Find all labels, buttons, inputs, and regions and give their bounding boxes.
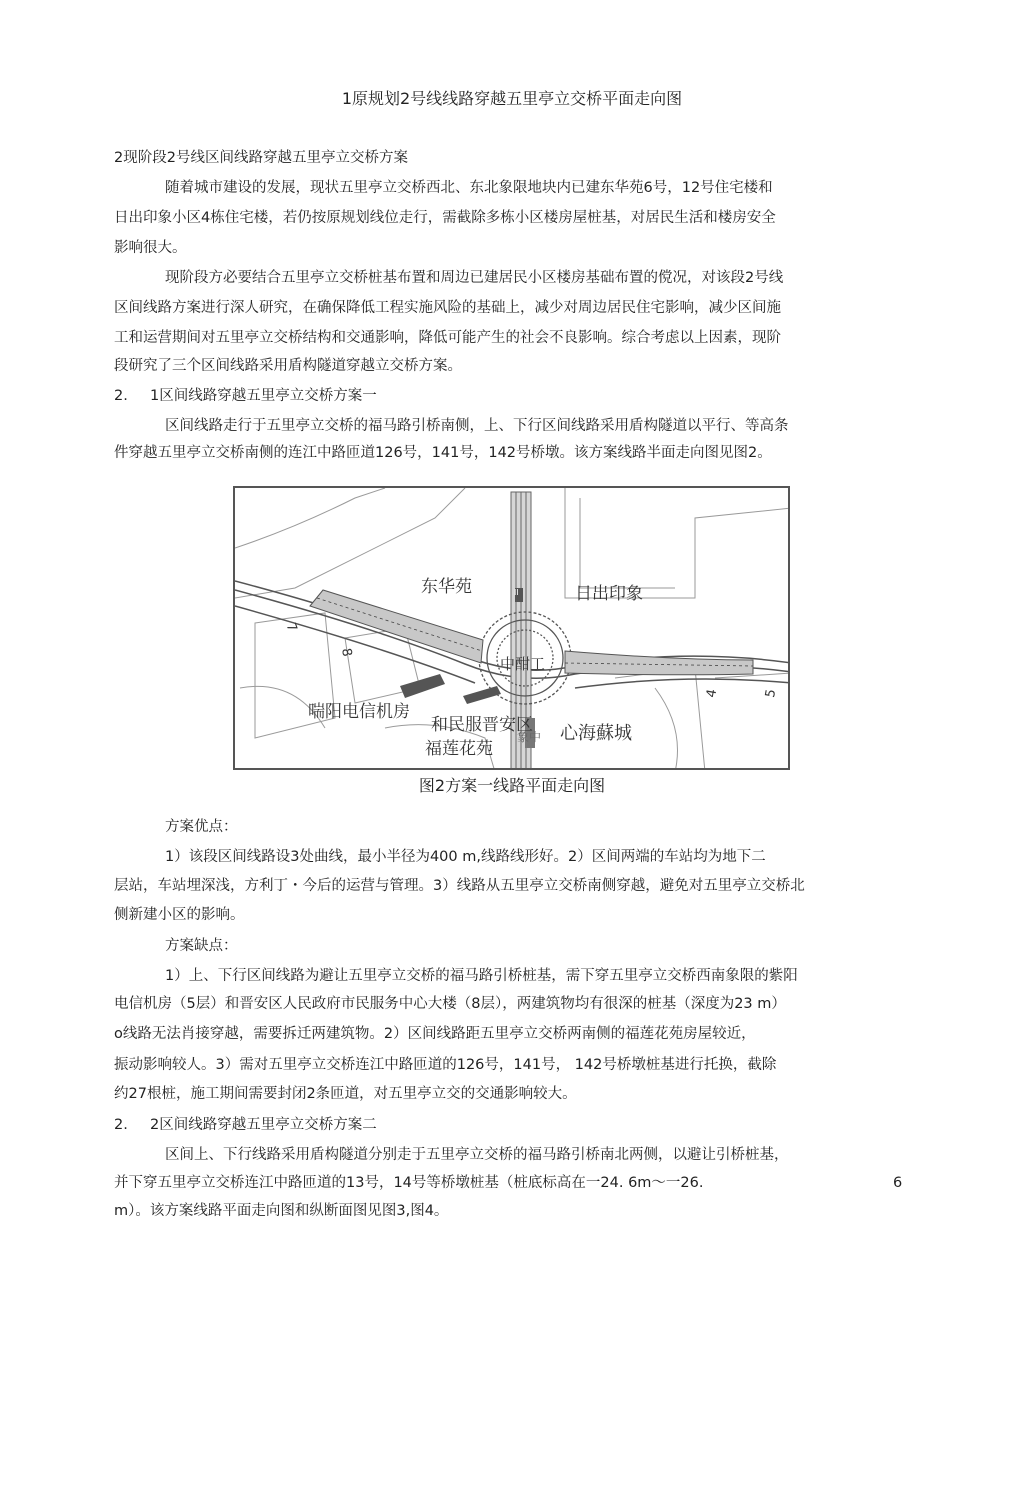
cons-line-3: o线路无法肖接穿越，需要拆迁两建筑物。2）区间线路距五里亭立交桥两南侧的福莲花苑房屋较近，	[114, 1026, 756, 1042]
cons-line-2: 电信机房（5层）和晋安区人民政府市民服务中心大楼（8层），两建筑物均有很深的桩基（深度为23 m）	[114, 996, 786, 1012]
paragraph-2-line-2: 区间线路方案进行深人研究，在确保降低工程实施风险的基础上，减少对周边居民住宅影响，减少区间施	[114, 300, 781, 316]
map-number-8: 8	[338, 647, 355, 658]
paragraph-4-line-3: m）。该方案线路平面走向图和纵断面图见图3,图4。	[114, 1203, 449, 1219]
map-label-center: 中酣工	[500, 655, 546, 673]
map-number-4: 4	[704, 688, 721, 699]
map-station-mark: II	[514, 588, 519, 597]
pros-heading: 方案优点：	[165, 819, 238, 835]
map-number-7: 7	[282, 621, 300, 634]
paragraph-4-line-1: 区间上、下行线路采用盾构隧道分别走于五里亭立交桥的福马路引桥南北两侧，以避让引桥桩基，	[165, 1147, 789, 1163]
paragraph-1-line-3: 影响很大。	[114, 240, 187, 256]
section-2-2-number: 2.	[114, 1117, 128, 1133]
section-2-2-title: 2区间线路穿越五里亭立交桥方案二	[150, 1117, 377, 1133]
route-plan-map	[233, 486, 790, 770]
section-2-1-title: 1区间线路穿越五里亭立交桥方案一	[150, 388, 377, 404]
cons-line-1: 1）上、下行区间线路为避让五里亭立交桥的福马路引桥桩基，需下穿五里亭立交桥西南象限的紫阳	[165, 968, 798, 984]
cons-line-5: 约27根桩，施工期间需要封闭2条匝道，对五里亭立交的交通影响较大。	[114, 1086, 577, 1102]
section2-heading: 2现阶段2号线区间线路穿越五里亭立交桥方案	[114, 150, 408, 166]
paragraph-1-line-1: 随着城市建设的发展，现状五里亭立交桥西北、东北象限地块内已建东华苑6号，12号住宅楼和	[165, 180, 773, 196]
map-label-small: 象中	[517, 730, 542, 744]
map-label-xinhai: 心海蘇城	[560, 723, 632, 744]
pros-line-3: 侧新建小区的影响。	[114, 907, 245, 923]
paragraph-2-line-3: 工和运营期间对五里亭立交桥结构和交通影响，降低可能产生的社会不良影响。综合考虑以上因素，现阶	[114, 330, 781, 346]
map-label-donghuayuan: 东华苑	[421, 577, 472, 597]
map-label-hemin: 和民服晋安区	[431, 715, 533, 735]
paragraph-4-line-2: 并下穿五里亭立交桥连江中路匝道的13号，14号等桥墩桩基（桩底标高在一24. 6m～一26.	[114, 1175, 704, 1191]
map-label-fulian: 福莲花苑	[425, 739, 493, 759]
cons-heading: 方案缺点：	[165, 938, 238, 954]
paragraph-4-line-2-tail: 6	[893, 1175, 903, 1191]
figure2-caption: 图2方案一线路平面走向图	[418, 776, 606, 795]
paragraph-3-line-1: 区间线路走行于五里亭立交桥的福马路引桥南侧，上、下行区间线路采用盾构隧道以平行、等高条	[165, 418, 789, 434]
pros-line-2: 层站，车站埋深浅，方利丁・今后的运营与管理。3）线路从五里亭立交桥南侧穿越，避免对五里亭立交桥北	[114, 878, 805, 894]
section-2-1-number: 2.	[114, 388, 128, 404]
pros-line-1: 1）该段区间线路设3处曲线，最小半径为400 m,线路线形好。2）区间两端的车站均为地下二	[165, 849, 766, 865]
paragraph-2-line-4: 段研究了三个区间线路采用盾构隧道穿越立交桥方案。	[114, 358, 462, 374]
figure1-caption: 1原规划2号线线路穿越五里亭立交桥平面走向图	[341, 89, 683, 108]
map-label-ziyang: 喘阳电信机房	[308, 702, 410, 722]
map-number-5: 5	[763, 688, 780, 699]
cons-line-4: 振动影响较人。3）需对五里亭立交桥连江中路匝道的126号，141号， 142号桥墩桩基进行托换，截除	[114, 1057, 777, 1073]
map-label-richu: 日出印象	[575, 584, 643, 604]
paragraph-2-line-1: 现阶段方必要结合五里亭立交桥桩基布置和周边已建居民小区楼房基础布置的傥况，对该段2号线	[165, 270, 784, 286]
paragraph-1-line-2: 日出印象小区4栋住宅楼，若仍按原规划线位走行，需截除多栋小区楼房屋桩基，对居民生活和楼房安全	[114, 210, 776, 226]
paragraph-3-line-2: 件穿越五里亭立交桥南侧的连江中路匝道126号，141号，142号桥墩。该方案线路半面走向图见图2。	[114, 445, 772, 461]
